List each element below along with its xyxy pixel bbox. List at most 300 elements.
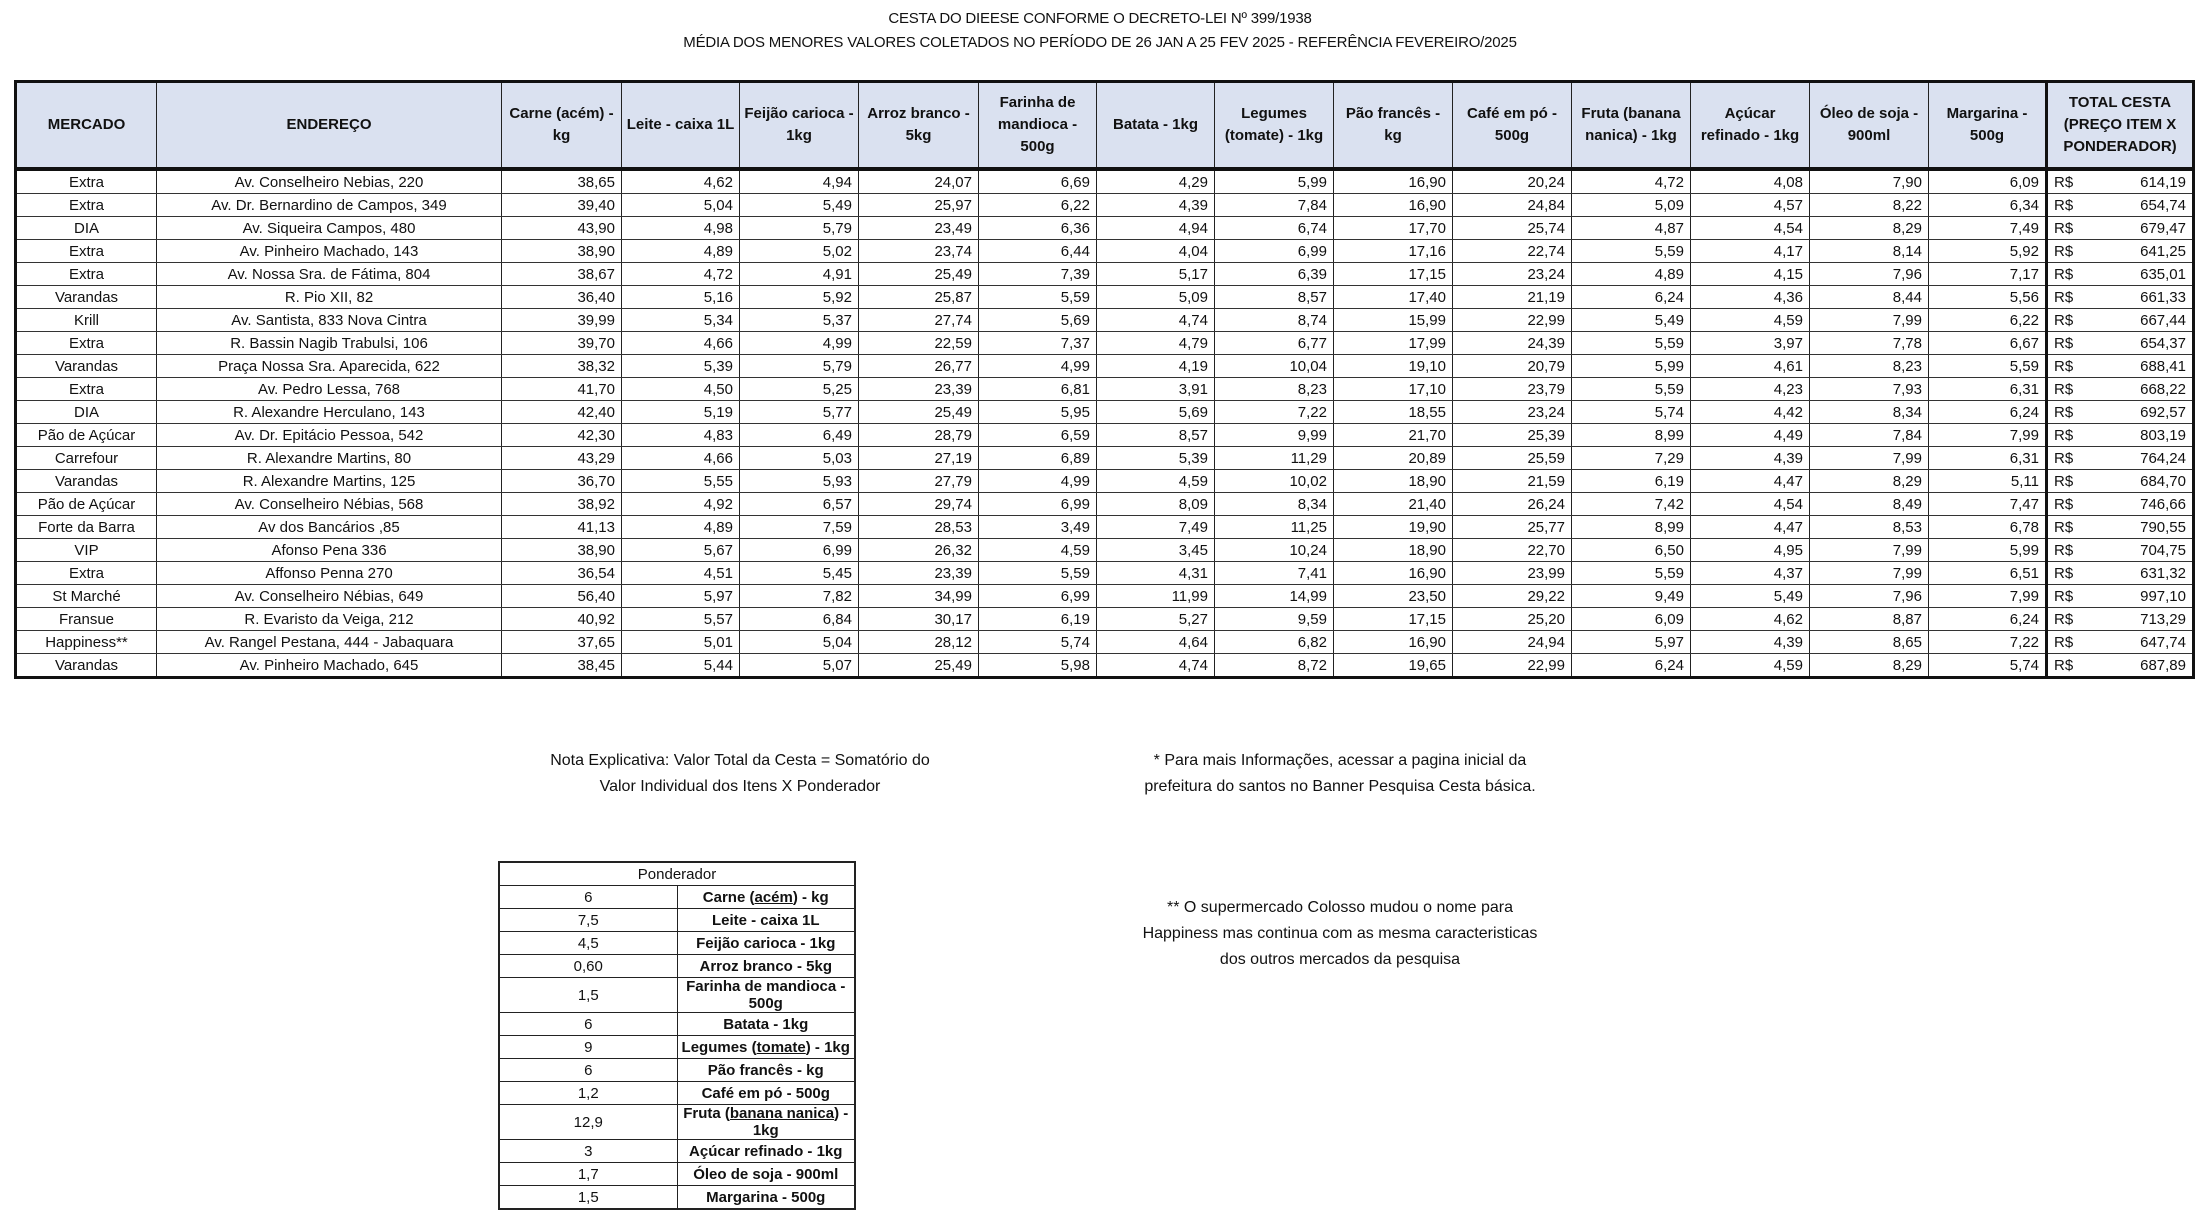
total-value: 692,57	[2140, 403, 2186, 421]
table-row	[16, 631, 2194, 654]
column-header: Óleo de soja - 900ml	[1810, 82, 1929, 170]
price-cell: 39,40	[502, 194, 622, 217]
column-header: ENDEREÇO	[157, 82, 502, 170]
price-cell: 4,08	[1691, 169, 1810, 194]
total-value: 704,75	[2140, 541, 2186, 559]
note-line: Happiness mas continua com as mesma caracteristicas	[1142, 925, 1538, 942]
item-name-part: ) - 1kg	[805, 1038, 850, 1056]
total-cell	[2047, 378, 2194, 401]
price-cell: 4,91	[740, 263, 859, 286]
price-cell: 24,39	[1453, 332, 1572, 355]
price-cell: 9,99	[1215, 424, 1334, 447]
price-cell: 6,22	[979, 194, 1097, 217]
column-header: TOTAL CESTA (PREÇO ITEM X PONDERADOR)	[2047, 82, 2194, 170]
price-cell: 21,59	[1453, 470, 1572, 493]
price-cell: 28,12	[859, 631, 979, 654]
price-cell: 17,10	[1334, 378, 1453, 401]
price-cell: 22,59	[859, 332, 979, 355]
price-cell: 5,25	[740, 378, 859, 401]
ponderador-row	[499, 1163, 855, 1186]
price-cell: 5,59	[979, 562, 1097, 585]
market-name: DIA	[16, 217, 157, 240]
price-cell: 5,16	[622, 286, 740, 309]
market-name: Pão de Açúcar	[16, 424, 157, 447]
price-cell: 23,50	[1334, 585, 1453, 608]
price-cell: 5,79	[740, 355, 859, 378]
price-cell: 5,49	[740, 194, 859, 217]
price-cell: 5,39	[1097, 447, 1215, 470]
price-cell: 18,55	[1334, 401, 1453, 424]
total-cell	[2047, 447, 2194, 470]
table-row	[16, 585, 2194, 608]
price-table	[14, 80, 2195, 679]
item-name-part: Café em pó - 500g	[701, 1084, 830, 1102]
price-cell: 5,37	[740, 309, 859, 332]
price-cell: 23,39	[859, 378, 979, 401]
price-cell: 17,70	[1334, 217, 1453, 240]
price-cell: 25,49	[859, 401, 979, 424]
price-cell: 5,17	[1097, 263, 1215, 286]
price-cell: 5,99	[1572, 355, 1691, 378]
price-cell: 7,96	[1810, 263, 1929, 286]
price-cell: 7,99	[1810, 447, 1929, 470]
price-cell: 4,66	[622, 447, 740, 470]
market-address: R. Pio XII, 82	[157, 286, 502, 309]
price-cell: 4,72	[1572, 169, 1691, 194]
item-name-part: ) - kg	[792, 888, 829, 906]
table-row	[16, 309, 2194, 332]
table-row	[16, 516, 2194, 539]
table-row	[16, 286, 2194, 309]
market-address: Av. Conselheiro Nebias, 220	[157, 169, 502, 194]
total-cell	[2047, 217, 2194, 240]
price-cell: 5,74	[1929, 654, 2047, 678]
price-cell: 3,45	[1097, 539, 1215, 562]
weight-value: 12,9	[499, 1105, 677, 1140]
item-name	[677, 955, 855, 978]
report-title: CESTA DO DIEESE CONFORME O DECRETO-LEI Nº 399/1938	[888, 10, 1312, 27]
note-line: Valor Individual dos Itens X Ponderador	[599, 778, 881, 795]
table-row	[16, 332, 2194, 355]
market-name: DIA	[16, 401, 157, 424]
total-value: 687,89	[2140, 656, 2186, 674]
total-value: 764,24	[2140, 449, 2186, 467]
price-cell: 29,22	[1453, 585, 1572, 608]
weight-value: 3	[499, 1140, 677, 1163]
price-cell: 4,59	[979, 539, 1097, 562]
item-name-part: Carne (	[702, 888, 755, 906]
table-row	[16, 240, 2194, 263]
price-cell: 8,23	[1810, 355, 1929, 378]
price-cell: 4,99	[979, 355, 1097, 378]
table-row	[16, 401, 2194, 424]
item-name-part: Feijão carioca - 1kg	[696, 934, 836, 952]
note-line: dos outros mercados da pesquisa	[1219, 951, 1461, 968]
colosso-note	[1090, 895, 1590, 973]
item-name-part: Farinha de mandioca - 500g	[686, 978, 846, 1012]
weight-value: 1,7	[499, 1163, 677, 1186]
total-value: 641,25	[2140, 242, 2186, 260]
currency-symbol: R$	[2054, 196, 2074, 214]
price-cell: 7,22	[1929, 631, 2047, 654]
total-cell	[2047, 332, 2194, 355]
column-header: Açúcar refinado - 1kg	[1691, 82, 1810, 170]
price-cell: 4,89	[622, 516, 740, 539]
price-cell: 27,74	[859, 309, 979, 332]
price-cell: 8,34	[1810, 401, 1929, 424]
currency-symbol: R$	[2054, 380, 2074, 398]
market-address: Av. Dr. Bernardino de Campos, 349	[157, 194, 502, 217]
price-cell: 39,99	[502, 309, 622, 332]
price-cell: 19,65	[1334, 654, 1453, 678]
price-cell: 5,97	[622, 585, 740, 608]
weight-value: 6	[499, 1013, 677, 1036]
market-address: R. Alexandre Martins, 80	[157, 447, 502, 470]
price-cell: 7,41	[1215, 562, 1334, 585]
price-cell: 27,79	[859, 470, 979, 493]
price-cell: 41,13	[502, 516, 622, 539]
market-name: Varandas	[16, 355, 157, 378]
price-cell: 56,40	[502, 585, 622, 608]
price-cell: 6,24	[1929, 608, 2047, 631]
currency-symbol: R$	[2054, 334, 2074, 352]
price-cell: 5,04	[740, 631, 859, 654]
item-name-underlined: banana nanica	[729, 1105, 835, 1122]
market-name: Varandas	[16, 470, 157, 493]
price-cell: 5,59	[979, 286, 1097, 309]
currency-symbol: R$	[2054, 633, 2074, 651]
table-row	[16, 470, 2194, 493]
price-cell: 4,74	[1097, 654, 1215, 678]
total-value: 684,70	[2140, 472, 2186, 490]
market-name: Extra	[16, 378, 157, 401]
price-cell: 40,92	[502, 608, 622, 631]
currency-symbol: R$	[2054, 472, 2074, 490]
column-header: Farinha de mandioca - 500g	[979, 82, 1097, 170]
market-address: Av. Pinheiro Machado, 143	[157, 240, 502, 263]
item-name	[677, 1105, 855, 1140]
weight-value: 0,60	[499, 955, 677, 978]
price-cell: 8,65	[1810, 631, 1929, 654]
price-cell: 17,15	[1334, 263, 1453, 286]
price-cell: 24,84	[1453, 194, 1572, 217]
price-cell: 6,84	[740, 608, 859, 631]
price-cell: 6,77	[1215, 332, 1334, 355]
weight-value: 6	[499, 1059, 677, 1082]
price-cell: 6,78	[1929, 516, 2047, 539]
price-cell: 4,23	[1691, 378, 1810, 401]
column-header: Margarina - 500g	[1929, 82, 2047, 170]
price-cell: 6,59	[979, 424, 1097, 447]
price-cell: 7,99	[1929, 585, 2047, 608]
price-cell: 7,99	[1810, 539, 1929, 562]
column-header: Legumes (tomate) - 1kg	[1215, 82, 1334, 170]
price-cell: 4,39	[1097, 194, 1215, 217]
total-value: 713,29	[2140, 610, 2186, 628]
price-cell: 4,50	[622, 378, 740, 401]
price-cell: 7,17	[1929, 263, 2047, 286]
price-cell: 20,24	[1453, 169, 1572, 194]
price-cell: 4,51	[622, 562, 740, 585]
price-cell: 19,90	[1334, 516, 1453, 539]
ponderador-row	[499, 1140, 855, 1163]
table-header-row	[16, 82, 2194, 170]
item-name-part: Batata - 1kg	[723, 1015, 809, 1033]
price-cell: 8,53	[1810, 516, 1929, 539]
market-address: Av. Dr. Epitácio Pessoa, 542	[157, 424, 502, 447]
price-cell: 5,03	[740, 447, 859, 470]
total-cell	[2047, 470, 2194, 493]
market-name: Extra	[16, 169, 157, 194]
weight-value: 1,5	[499, 1186, 677, 1210]
price-cell: 4,83	[622, 424, 740, 447]
price-cell: 5,92	[740, 286, 859, 309]
price-cell: 4,62	[622, 169, 740, 194]
price-cell: 4,39	[1691, 631, 1810, 654]
price-cell: 17,15	[1334, 608, 1453, 631]
price-cell: 41,70	[502, 378, 622, 401]
table-row	[16, 654, 2194, 678]
item-name-part: Pão francês - kg	[707, 1061, 824, 1079]
market-address: Av. Pedro Lessa, 768	[157, 378, 502, 401]
price-cell: 4,39	[1691, 447, 1810, 470]
explanatory-note	[500, 748, 980, 800]
price-cell: 36,54	[502, 562, 622, 585]
total-value: 667,44	[2140, 311, 2186, 329]
price-cell: 26,24	[1453, 493, 1572, 516]
price-cell: 7,84	[1215, 194, 1334, 217]
price-cell: 5,79	[740, 217, 859, 240]
price-cell: 17,16	[1334, 240, 1453, 263]
price-cell: 19,10	[1334, 355, 1453, 378]
ponderador-row	[499, 1082, 855, 1105]
price-cell: 24,94	[1453, 631, 1572, 654]
total-cell	[2047, 493, 2194, 516]
price-cell: 25,39	[1453, 424, 1572, 447]
price-cell: 23,74	[859, 240, 979, 263]
currency-symbol: R$	[2054, 449, 2074, 467]
price-cell: 22,70	[1453, 539, 1572, 562]
price-cell: 5,59	[1572, 240, 1691, 263]
price-cell: 38,90	[502, 240, 622, 263]
market-address: R. Evaristo da Veiga, 212	[157, 608, 502, 631]
price-cell: 6,69	[979, 169, 1097, 194]
table-row	[16, 539, 2194, 562]
price-cell: 8,29	[1810, 217, 1929, 240]
report-subtitle: MÉDIA DOS MENORES VALORES COLETADOS NO PERÍODO DE 26 JAN A 25 FEV 2025 - REFERÊNCIA FEVEREIRO/2025	[683, 34, 1517, 51]
price-cell: 6,34	[1929, 194, 2047, 217]
price-cell: 21,19	[1453, 286, 1572, 309]
price-cell: 7,84	[1810, 424, 1929, 447]
price-cell: 5,59	[1572, 562, 1691, 585]
price-cell: 8,44	[1810, 286, 1929, 309]
table-row	[16, 169, 2194, 194]
item-name-part: ) - 1kg	[752, 1105, 849, 1139]
currency-symbol: R$	[2054, 495, 2074, 513]
price-cell: 25,20	[1453, 608, 1572, 631]
price-cell: 6,51	[1929, 562, 2047, 585]
item-name	[677, 1013, 855, 1036]
price-cell: 8,72	[1215, 654, 1334, 678]
column-header: Pão francês - kg	[1334, 82, 1453, 170]
price-cell: 6,31	[1929, 447, 2047, 470]
total-cell	[2047, 631, 2194, 654]
price-cell: 6,09	[1572, 608, 1691, 631]
column-header: Fruta (banana nanica) - 1kg	[1572, 82, 1691, 170]
price-cell: 5,11	[1929, 470, 2047, 493]
price-cell: 11,99	[1097, 585, 1215, 608]
market-name: St Marché	[16, 585, 157, 608]
total-cell	[2047, 516, 2194, 539]
note-line: ** O supermercado Colosso mudou o nome para	[1167, 899, 1513, 916]
total-cell	[2047, 355, 2194, 378]
item-name-part: Fruta (	[683, 1105, 730, 1122]
price-cell: 4,31	[1097, 562, 1215, 585]
table-row	[16, 608, 2194, 631]
table-row	[16, 493, 2194, 516]
price-cell: 5,49	[1691, 585, 1810, 608]
price-cell: 21,70	[1334, 424, 1453, 447]
table-row	[16, 263, 2194, 286]
column-header: Leite - caixa 1L	[622, 82, 740, 170]
price-cell: 5,69	[979, 309, 1097, 332]
market-name: Extra	[16, 332, 157, 355]
price-cell: 7,78	[1810, 332, 1929, 355]
price-cell: 7,22	[1215, 401, 1334, 424]
market-address: R. Alexandre Herculano, 143	[157, 401, 502, 424]
price-cell: 21,40	[1334, 493, 1453, 516]
price-cell: 5,04	[622, 194, 740, 217]
price-cell: 7,99	[1810, 562, 1929, 585]
price-cell: 7,96	[1810, 585, 1929, 608]
item-name-part: Leite - caixa 1L	[711, 911, 820, 929]
table-row	[16, 447, 2194, 470]
price-cell: 8,74	[1215, 309, 1334, 332]
ponderador-row	[499, 886, 855, 909]
market-address: R. Bassin Nagib Trabulsi, 106	[157, 332, 502, 355]
price-cell: 8,57	[1097, 424, 1215, 447]
market-address: R. Alexandre Martins, 125	[157, 470, 502, 493]
price-cell: 23,99	[1453, 562, 1572, 585]
market-name: Happiness**	[16, 631, 157, 654]
currency-symbol: R$	[2054, 242, 2074, 260]
price-cell: 25,97	[859, 194, 979, 217]
weight-value: 6	[499, 886, 677, 909]
price-cell: 38,65	[502, 169, 622, 194]
item-name	[677, 978, 855, 1013]
price-cell: 16,90	[1334, 169, 1453, 194]
price-cell: 42,30	[502, 424, 622, 447]
market-address: Av. Santista, 833 Nova Cintra	[157, 309, 502, 332]
price-cell: 36,40	[502, 286, 622, 309]
price-cell: 3,49	[979, 516, 1097, 539]
price-cell: 7,29	[1572, 447, 1691, 470]
price-cell: 16,90	[1334, 194, 1453, 217]
price-cell: 6,49	[740, 424, 859, 447]
price-cell: 23,39	[859, 562, 979, 585]
item-name	[677, 932, 855, 955]
price-cell: 25,49	[859, 654, 979, 678]
price-cell: 4,15	[1691, 263, 1810, 286]
price-cell: 23,24	[1453, 263, 1572, 286]
price-cell: 4,04	[1097, 240, 1215, 263]
total-value: 614,19	[2140, 173, 2186, 191]
price-cell: 7,39	[979, 263, 1097, 286]
table-row	[16, 424, 2194, 447]
price-cell: 3,97	[1691, 332, 1810, 355]
price-cell: 8,29	[1810, 470, 1929, 493]
weight-value: 1,2	[499, 1082, 677, 1105]
price-cell: 36,70	[502, 470, 622, 493]
price-cell: 4,79	[1097, 332, 1215, 355]
market-address: Av. Nossa Sra. de Fátima, 804	[157, 263, 502, 286]
price-cell: 16,90	[1334, 562, 1453, 585]
price-cell: 6,19	[979, 608, 1097, 631]
price-cell: 6,82	[1215, 631, 1334, 654]
price-cell: 29,74	[859, 493, 979, 516]
price-cell: 38,90	[502, 539, 622, 562]
price-cell: 5,67	[622, 539, 740, 562]
price-cell: 5,02	[740, 240, 859, 263]
item-name	[677, 909, 855, 932]
price-cell: 39,70	[502, 332, 622, 355]
price-cell: 5,97	[1572, 631, 1691, 654]
price-cell: 4,54	[1691, 217, 1810, 240]
price-cell: 6,74	[1215, 217, 1334, 240]
market-address: Av dos Bancários ,85	[157, 516, 502, 539]
price-cell: 5,07	[740, 654, 859, 678]
table-row	[16, 194, 2194, 217]
currency-symbol: R$	[2054, 426, 2074, 444]
ponderador-row	[499, 1036, 855, 1059]
currency-symbol: R$	[2054, 288, 2074, 306]
price-cell: 6,09	[1929, 169, 2047, 194]
market-name: Extra	[16, 240, 157, 263]
price-cell: 27,19	[859, 447, 979, 470]
price-cell: 6,44	[979, 240, 1097, 263]
item-name-underlined: acém	[754, 888, 793, 906]
price-cell: 22,99	[1453, 309, 1572, 332]
price-cell: 23,79	[1453, 378, 1572, 401]
price-cell: 4,89	[1572, 263, 1691, 286]
price-cell: 4,87	[1572, 217, 1691, 240]
price-cell: 24,07	[859, 169, 979, 194]
item-name	[677, 1082, 855, 1105]
price-cell: 4,61	[1691, 355, 1810, 378]
price-cell: 5,09	[1097, 286, 1215, 309]
item-name	[677, 1059, 855, 1082]
price-cell: 34,99	[859, 585, 979, 608]
item-name-underlined: tomate	[756, 1038, 806, 1056]
price-cell: 4,47	[1691, 516, 1810, 539]
currency-symbol: R$	[2054, 219, 2074, 237]
ponderador-row	[499, 955, 855, 978]
price-cell: 4,57	[1691, 194, 1810, 217]
market-name: Carrefour	[16, 447, 157, 470]
weight-value: 7,5	[499, 909, 677, 932]
price-cell: 4,64	[1097, 631, 1215, 654]
price-cell: 30,17	[859, 608, 979, 631]
price-cell: 4,59	[1691, 654, 1810, 678]
price-cell: 5,44	[622, 654, 740, 678]
price-cell: 10,04	[1215, 355, 1334, 378]
price-cell: 6,24	[1572, 654, 1691, 678]
market-name: Extra	[16, 194, 157, 217]
total-value: 668,22	[2140, 380, 2186, 398]
price-cell: 3,91	[1097, 378, 1215, 401]
market-address: Av. Pinheiro Machado, 645	[157, 654, 502, 678]
item-name	[677, 1036, 855, 1059]
